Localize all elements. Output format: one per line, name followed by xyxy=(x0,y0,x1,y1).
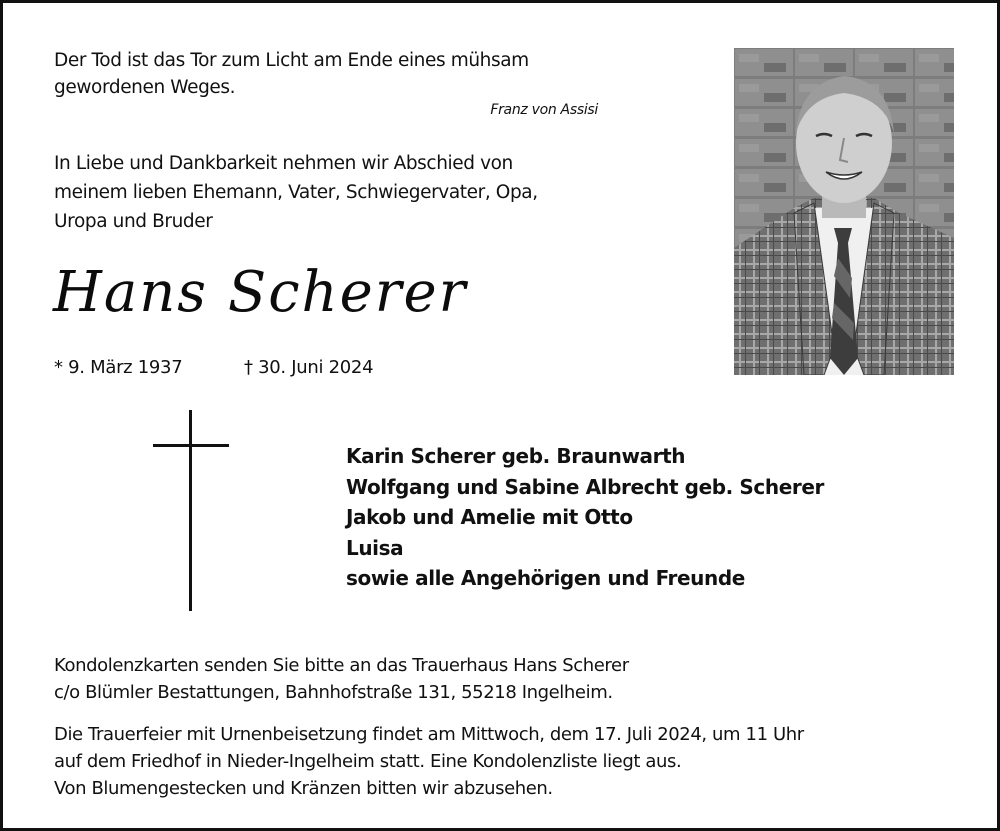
mourner: Karin Scherer geb. Braunwarth xyxy=(346,444,686,468)
condolence-line: c/o Blümler Bestattungen, Bahnhofstraße 131, 55218 Ingelheim. xyxy=(54,682,613,703)
intro-text xyxy=(54,149,614,236)
death-date: † 30. Juni 2024 xyxy=(244,357,374,378)
mourner: Jakob und Amelie mit Otto xyxy=(346,505,633,529)
mourner: sowie alle Angehörigen und Freunde xyxy=(346,566,745,590)
intro-line: meinem lieben Ehemann, Vater, Schwiegervater, Opa, xyxy=(54,182,538,203)
ceremony-line: auf dem Friedhof in Nieder-Ingelheim statt. Eine Kondolenzliste liegt aus. xyxy=(54,751,682,772)
condolence-info xyxy=(54,652,954,706)
ceremony-info xyxy=(54,721,964,802)
quote xyxy=(54,47,614,101)
quote-line: Der Tod ist das Tor zum Licht am Ende eines mühsam xyxy=(54,50,529,71)
mourner: Wolfgang und Sabine Albrecht geb. Scherer xyxy=(346,474,824,499)
quote-line: gewordenen Weges. xyxy=(54,77,236,98)
mourners-list xyxy=(346,441,906,594)
life-dates xyxy=(54,357,373,378)
ceremony-line: Die Trauerfeier mit Urnenbeisetzung findet am Mittwoch, dem 17. Juli 2024, um 11 Uhr xyxy=(54,724,804,745)
quote-author: Franz von Assisi xyxy=(490,102,598,118)
ceremony-line: Von Blumengestecken und Kränzen bitten wir abzusehen. xyxy=(54,778,553,799)
intro-line: In Liebe und Dankbarkeit nehmen wir Abschied von xyxy=(54,153,513,174)
cross-icon-bar xyxy=(153,444,229,447)
birth-date: * 9. März 1937 xyxy=(54,357,183,378)
portrait-image xyxy=(734,48,954,375)
condolence-line: Kondolenzkarten senden Sie bitte an das Trauerhaus Hans Scherer xyxy=(54,655,629,676)
deceased-name: Hans Scherer xyxy=(53,260,468,325)
portrait-photo xyxy=(734,48,954,375)
mourner: Luisa xyxy=(346,535,404,560)
cross-icon xyxy=(189,410,192,611)
intro-line: Uropa und Bruder xyxy=(54,211,213,232)
